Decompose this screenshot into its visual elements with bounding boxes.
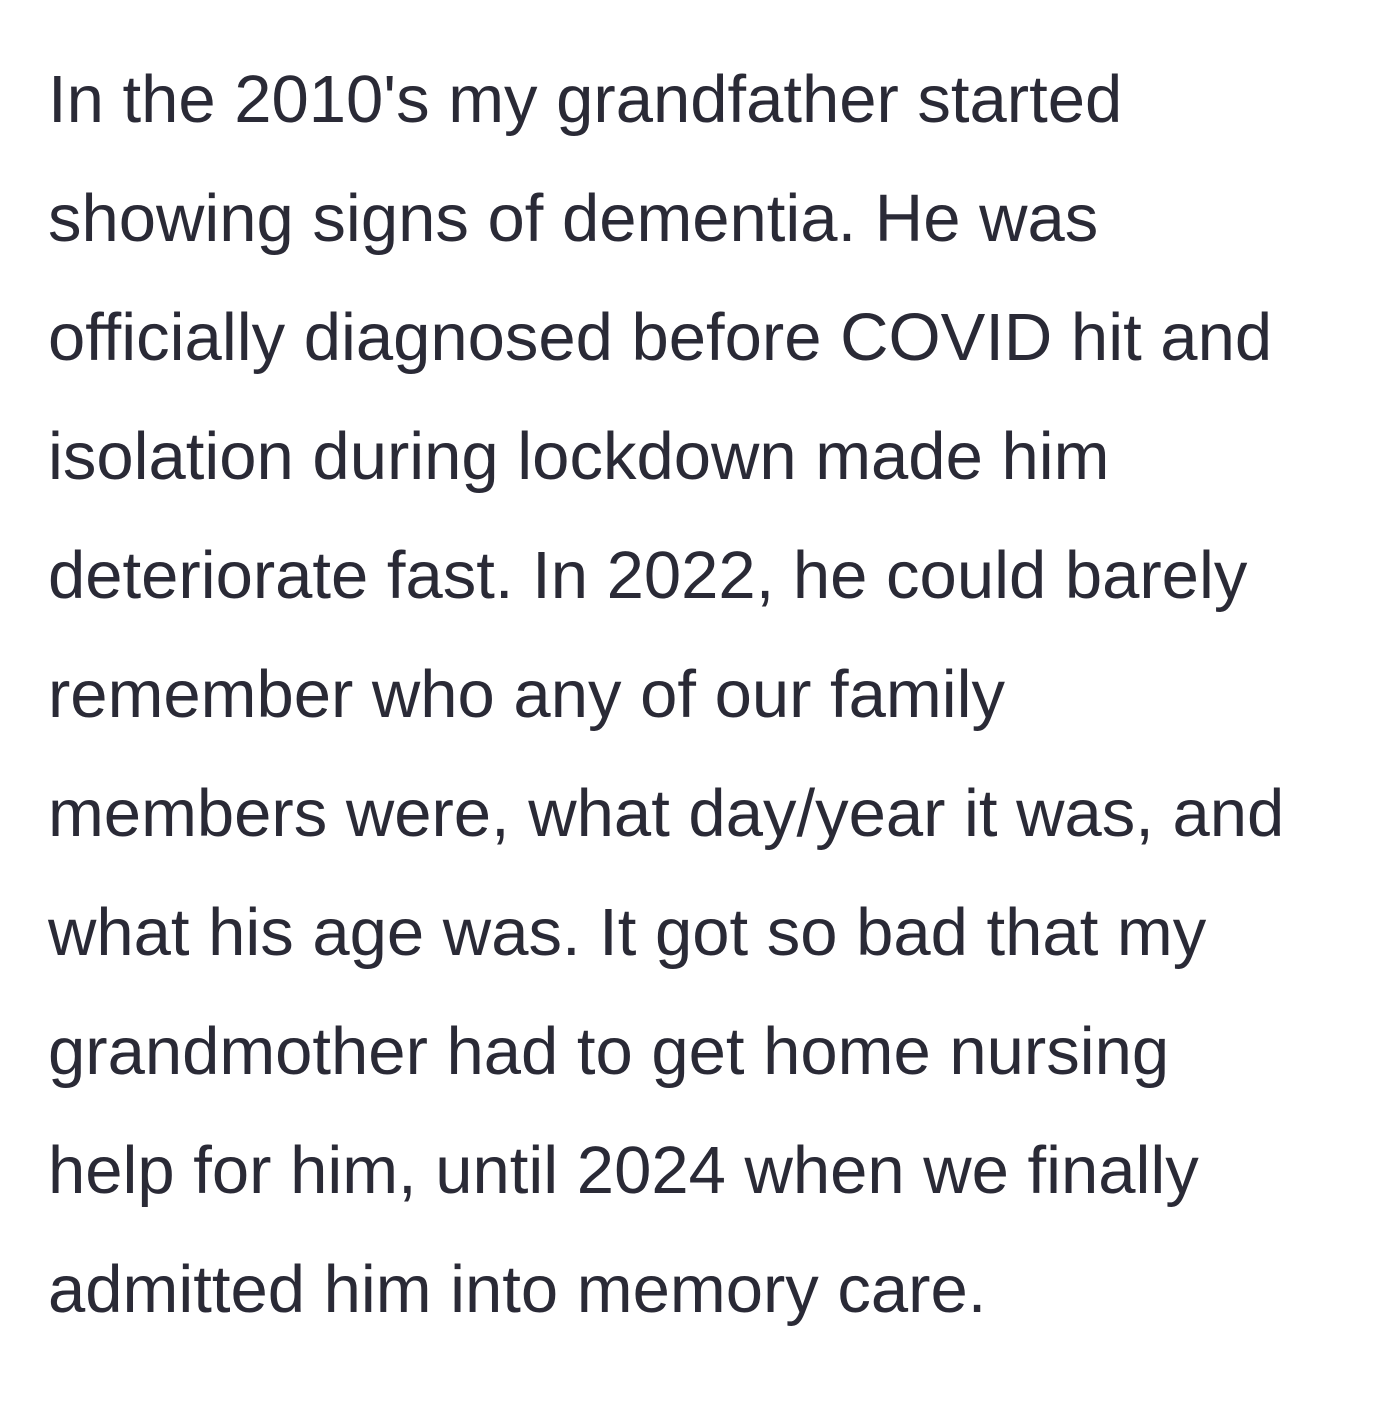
paragraph-line: deteriorate fast. In 2022, he could barely [48,538,1248,613]
story-paragraph [48,40,1378,1349]
post-body [48,40,1378,1349]
paragraph-line: showing signs of dementia. He was [48,181,1099,256]
paragraph-line: what his age was. It got so bad that my [48,895,1207,970]
paragraph-line: members were, what day/year it was, and [48,776,1285,851]
paragraph-line: remember who any of our family [48,657,1005,732]
paragraph-line: admitted him into memory care. [48,1252,987,1327]
paragraph-line: In the 2010's my grandfather started [48,62,1123,137]
paragraph-line: grandmother had to get home nursing [48,1014,1170,1089]
paragraph-line: isolation during lockdown made him [48,419,1110,494]
paragraph-line: officially diagnosed before COVID hit and [48,300,1273,375]
paragraph-line: help for him, until 2024 when we finally [48,1133,1199,1208]
